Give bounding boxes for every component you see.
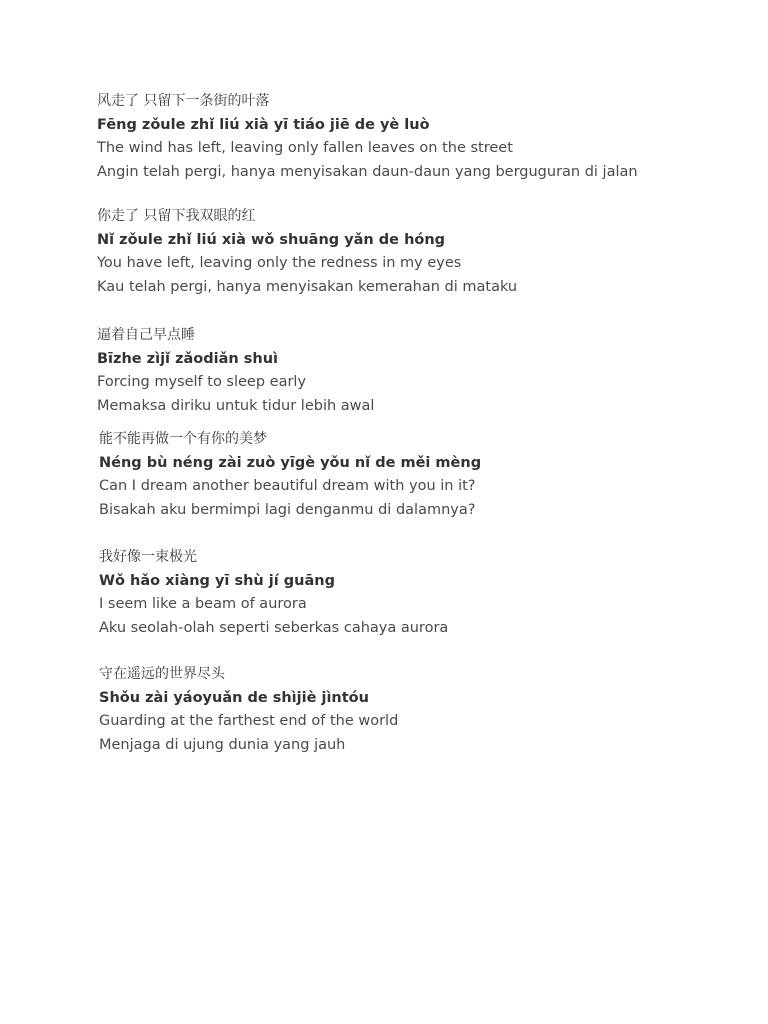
lyric-stanza-3 <box>97 324 737 418</box>
hanzi-line: 守在遥远的世界尽头 <box>99 666 225 682</box>
english-translation: Forcing myself to sleep early <box>97 374 307 390</box>
hanzi-line: 风走了 只留下一条街的叶落 <box>97 93 270 109</box>
lyric-stanza-4 <box>97 428 737 522</box>
hanzi-line: 你走了 只留下我双眼的红 <box>97 208 256 224</box>
english-translation: The wind has left, leaving only fallen leaves on the street <box>97 140 513 156</box>
pinyin-line: Nǐ zǒule zhǐ liú xià wǒ shuāng yǎn de hóng <box>97 231 446 248</box>
pinyin-line: Fēng zǒule zhǐ liú xià yī tiáo jiē de yè luò <box>97 116 430 133</box>
indonesian-translation: Aku seolah-olah seperti seberkas cahaya aurora <box>99 619 449 636</box>
indonesian-translation: Memaksa diriku untuk tidur lebih awal <box>97 397 375 414</box>
lyric-stanza-1 <box>97 90 737 184</box>
indonesian-translation: Menjaga di ujung dunia yang jauh <box>99 736 346 753</box>
lyric-stanza-2 <box>97 205 737 299</box>
english-translation: I seem like a beam of aurora <box>99 596 307 612</box>
lyric-stanza-6 <box>97 663 737 757</box>
hanzi-line: 能不能再做一个有你的美梦 <box>99 431 267 447</box>
indonesian-translation: Kau telah pergi, hanya menyisakan kemerahan di mataku <box>97 278 518 295</box>
lyrics-document <box>97 90 737 757</box>
hanzi-line: 逼着自己早点睡 <box>97 327 195 343</box>
pinyin-line: Bīzhe zìjǐ zǎodiǎn shuì <box>97 350 279 367</box>
pinyin-line: Néng bù néng zài zuò yīgè yǒu nǐ de měi mèng <box>99 454 482 471</box>
lyric-stanza-5 <box>97 546 737 640</box>
english-translation: Can I dream another beautiful dream with you in it? <box>99 478 476 494</box>
english-translation: Guarding at the farthest end of the world <box>99 713 399 729</box>
indonesian-translation: Bisakah aku bermimpi lagi denganmu di dalamnya? <box>99 501 476 518</box>
english-translation: You have left, leaving only the redness in my eyes <box>97 255 462 271</box>
pinyin-line: Shǒu zài yáoyuǎn de shìjiè jìntóu <box>99 689 369 706</box>
pinyin-line: Wǒ hǎo xiàng yī shù jí guāng <box>99 572 335 589</box>
hanzi-line: 我好像一束极光 <box>99 549 197 565</box>
indonesian-translation: Angin telah pergi, hanya menyisakan daun-daun yang berguguran di jalan <box>97 163 638 180</box>
